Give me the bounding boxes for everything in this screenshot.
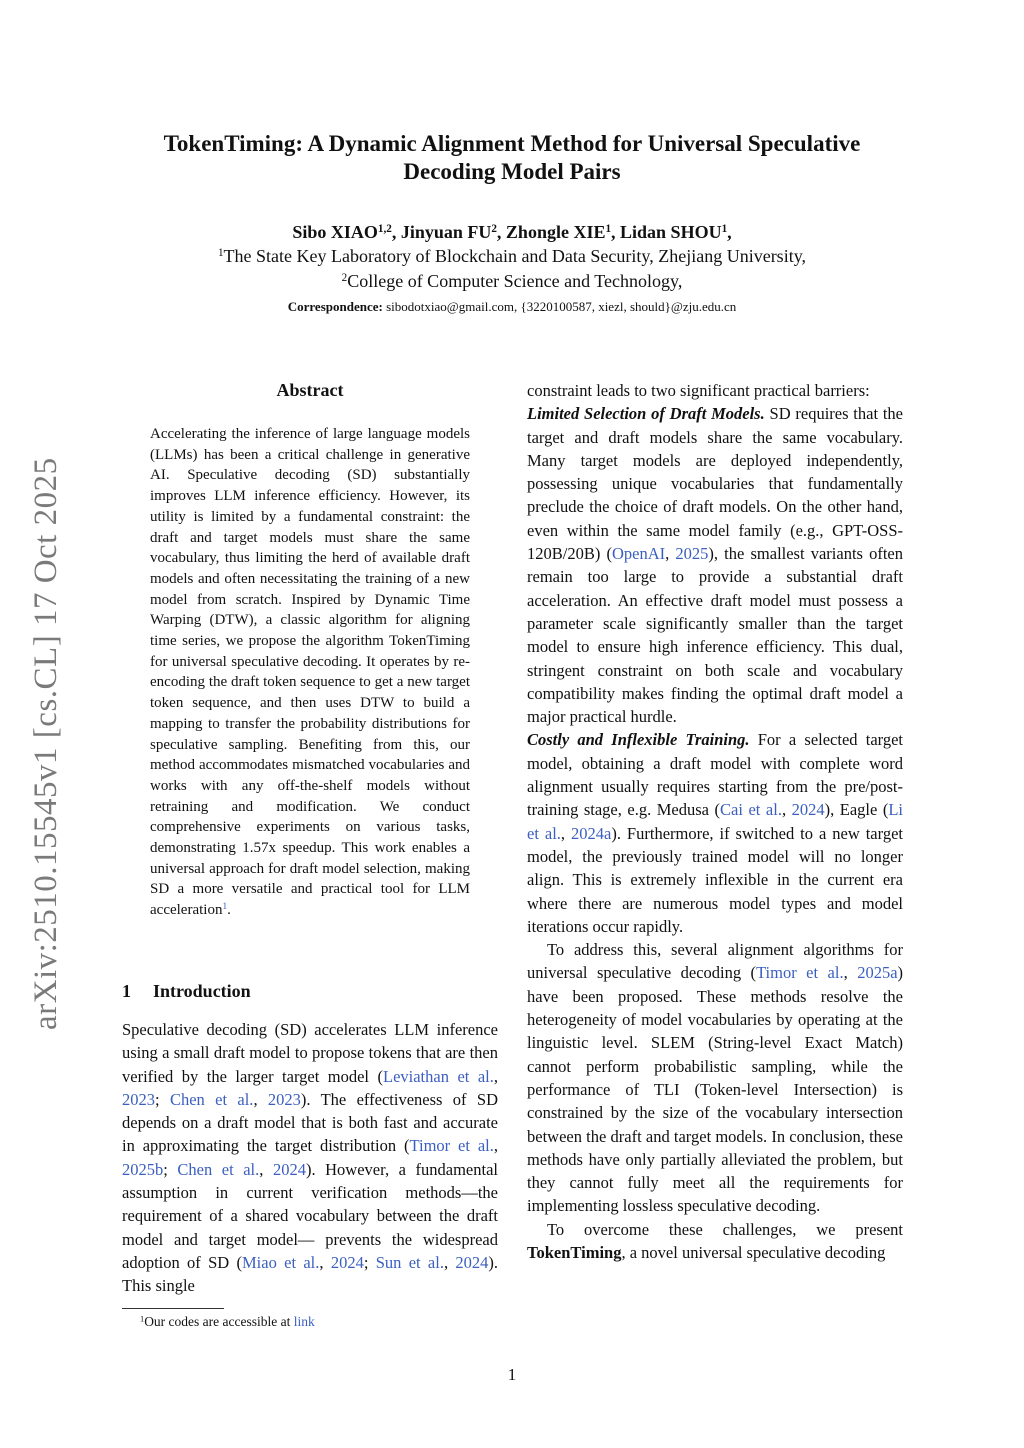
right-paragraph-3 [527, 938, 903, 1218]
text-run: ). However, a fundamental assumption in current verification methods—the requirement of a shared vocabulary between the draft model and target model— prevents the widespread adoption of SD ( [122, 1159, 498, 1272]
citation-link[interactable]: Timor et al. [756, 963, 844, 983]
affiliation-text: The State Key Laboratory of Blockchain and Data Security, Zhejiang University, [223, 246, 807, 266]
text-run: , [319, 1252, 331, 1272]
citation-link[interactable]: Chen et al. [169, 1089, 254, 1109]
text-run: , [443, 1252, 456, 1272]
footnote [140, 1314, 315, 1330]
left-column [122, 1018, 498, 1298]
author-affiliation-mark: 1,2 [377, 222, 392, 235]
citation-link[interactable]: Li et al. [527, 800, 904, 843]
section-number: 1 [122, 981, 131, 1001]
text-run: ). Furthermore, if switched to a new target model, the previously trained model will no longer align. This is extremely inflexible in the current era where there are numerous model types and model iterations occur rapidly. [527, 823, 903, 936]
citation-link[interactable]: 2025 [675, 544, 709, 564]
title-line-1: TokenTiming: A Dynamic Alignment Method for Universal Speculative [163, 131, 861, 156]
citation-link[interactable]: Miao et al. [242, 1252, 320, 1272]
footnote-number: 1 [140, 1314, 145, 1324]
citation-link[interactable]: 2023 [122, 1089, 155, 1109]
text-run: ; [163, 1159, 178, 1179]
citation-link[interactable]: Timor et al. [409, 1136, 494, 1156]
right-paragraph-2 [527, 728, 903, 938]
text-run: ). This single [122, 1252, 499, 1296]
text-run: , [493, 1066, 498, 1086]
text-run: For a selected target model, obtaining a draft model with complete word alignment usually requires starting from the pre/post-training stage, e.g. Medusa ( [527, 730, 904, 820]
affiliation-mark: 2 [341, 271, 348, 284]
footnote-rule [122, 1308, 224, 1309]
text-run: , [253, 1089, 268, 1109]
author-separator: , [727, 222, 732, 242]
correspondence-label: Correspondence: [287, 299, 383, 314]
text-run: , [665, 544, 676, 564]
text-run: , [259, 1159, 273, 1179]
text-run: Speculative decoding (SD) accelerates LLM inference using a small draft model to propose tokens that are then verified by the larger target model ( [122, 1020, 498, 1086]
section-heading-introduction [122, 981, 251, 1002]
paper-title [100, 130, 924, 186]
run-in-heading-1: Limited Selection of Draft Models. [527, 404, 765, 424]
text-run: ), the smallest variants often remain too large to provide a substantial draft acceleration. An effective draft model must possess a parameter scale significantly smaller than the target model to ensure high inference efficiency. This dual, stringent constraint on both scale and vocabulary compatibility makes finding the optimal draft model a major practical hurdle. [527, 544, 903, 727]
citation-link[interactable]: 2025b [122, 1159, 164, 1179]
citation-link[interactable]: Chen et al. [177, 1159, 260, 1179]
citation-link[interactable]: 2023 [267, 1089, 301, 1109]
text-run: , [560, 823, 572, 843]
citation-link[interactable]: 2024a [571, 823, 612, 843]
author-list [100, 222, 924, 243]
section-title: Introduction [153, 981, 251, 1001]
correspondence-emails: sibodotxiao@gmail.com, {3220100587, xiezl, should}@zju.edu.cn [382, 299, 737, 314]
author-affiliation-mark: 2 [491, 222, 497, 235]
citation-link[interactable]: Cai et al. [720, 800, 782, 820]
text-run: SD requires that the target and draft models share the same vocabulary. Many target models are deployed independently, possessing unique vocabularies that fundamentally preclude the choice of draft models. On the other hand, even within the same model family (e.g., GPT-OSS-120B/20B) ( [527, 404, 903, 564]
citation-link[interactable]: 2024 [272, 1159, 306, 1179]
run-in-heading-2: Costly and Inflexible Training. [527, 730, 750, 750]
title-line-2: Decoding Model Pairs [403, 159, 621, 184]
text-run: , [781, 800, 792, 820]
author-name: Zhongle XIE [505, 222, 606, 242]
author-affiliation-mark: 1 [721, 222, 728, 235]
abstract-heading: Abstract [276, 380, 344, 400]
right-paragraph-0: constraint leads to two significant practical barriers: [527, 381, 870, 400]
code-link[interactable]: link [293, 1314, 315, 1329]
affiliation-text: College of Computer Science and Technology, [347, 271, 683, 291]
abstract-body [150, 424, 470, 921]
right-paragraph-4 [527, 1218, 903, 1265]
arxiv-stamp: arXiv:2510.15545v1 [cs.CL] 17 Oct 2025 [28, 457, 64, 1030]
citation-link[interactable]: OpenAI [611, 544, 666, 564]
author-name: Lidan SHOU [620, 222, 722, 242]
citation-link[interactable]: Sun et al. [375, 1252, 444, 1272]
text-run: ), Eagle ( [824, 800, 889, 820]
text-run: ; [155, 1089, 170, 1109]
text-run: , [493, 1136, 498, 1156]
citation-link[interactable]: 2024 [791, 800, 825, 820]
author-separator: , [496, 222, 506, 242]
right-paragraph-1 [527, 402, 903, 728]
p4-text-end: , a novel universal speculative decoding [621, 1242, 886, 1262]
p4-text-start: To overcome these challenges, we present [547, 1219, 903, 1239]
right-column [527, 379, 903, 1264]
author-separator: , [611, 222, 621, 242]
footnote-mark[interactable]: 1 [222, 902, 228, 913]
footnote-text: Our codes are accessible at [144, 1314, 294, 1329]
text-run: ; [363, 1252, 376, 1272]
abstract-end: . [227, 902, 231, 919]
correspondence [100, 299, 924, 315]
intro-paragraph-1 [122, 1018, 498, 1298]
text-run: ) have been proposed. These methods resolve the heterogeneity of model vocabularies by operating at the linguistic level. SLEM (String-level Exact Match) cannot perform probabilistic sampling, while the performance of TLI (Token-level Intersection) is constrained by the size of the vocabulary intersection between the draft and target models. In conclusion, these methods have only partially alleviated the problem, but they cannot fully meet all the requirements for implementing lossless speculative decoding. [527, 963, 904, 1216]
affiliation-1 [100, 246, 924, 267]
text-run: ). The effectiveness of SD depends on a draft model that is both fast and accurate in approximating the target distribution ( [122, 1089, 498, 1156]
method-name: TokenTiming [527, 1242, 622, 1262]
page-number: 1 [507, 1365, 517, 1384]
text-run: To address this, several alignment algorithms for universal speculative decoding ( [527, 940, 903, 983]
abstract-text: Accelerating the inference of large language models (LLMs) has been a critical challenge in generative AI. Speculative decoding (SD) substantially improves LLM inference efficiency. However, its utility is limited by a fundamental constraint: the draft and target models must share the same vocabulary, thus limiting the herd of available draft models and often necessitating the training of a new model from scratch. Inspired by Dynamic Time Warping (DTW), a classic algorithm for aligning time series, we propose the algorithm TokenTiming for universal speculative decoding. It operates by re-encoding the draft token sequence to get a new target token sequence, and then uses DTW to build a mapping to transfer the probability distributions for speculative sampling. Benefiting from this, our method accommodates mismatched vocabularies and works with any off-the-shelf models without retraining and modification. We conduct comprehensive experiments on various tasks, demonstrating 1.57x speedup. This work enables a universal approach for draft model selection, making SD a more versatile and practical tool for LLM acceleration [150, 426, 470, 919]
citation-link[interactable]: Leviathan et al. [383, 1066, 494, 1086]
text-run: , [843, 963, 858, 983]
author-affiliation-mark: 1 [605, 222, 612, 235]
citation-link[interactable]: 2025a [857, 963, 898, 983]
citation-link[interactable]: 2024 [330, 1252, 364, 1272]
author-name: Jinyuan FU [400, 222, 492, 242]
affiliation-2 [100, 271, 924, 292]
affiliation-mark: 1 [217, 246, 224, 259]
author-separator: , [391, 222, 401, 242]
citation-link[interactable]: 2024 [455, 1252, 489, 1272]
author-name: Sibo XIAO [292, 222, 378, 242]
